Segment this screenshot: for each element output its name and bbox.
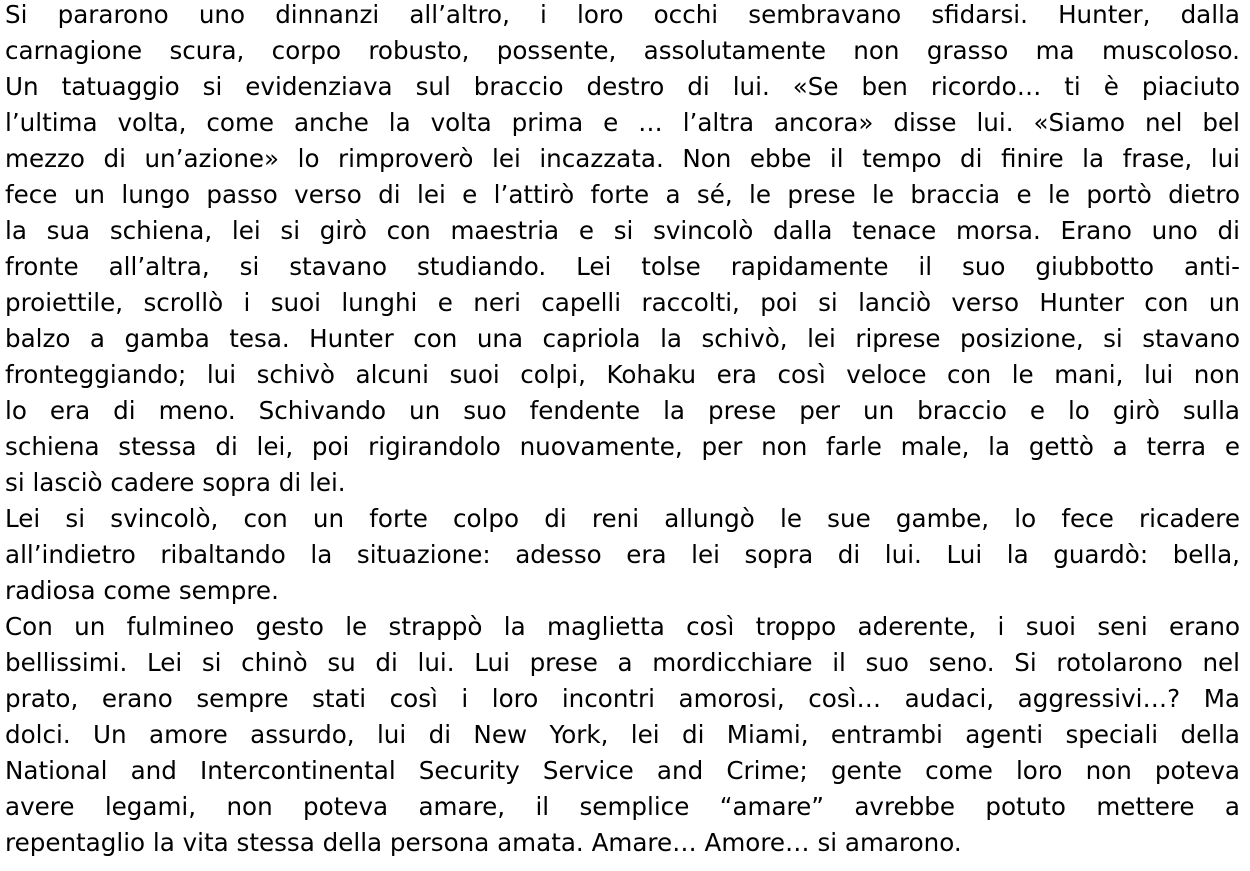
text-line: mezzo di un’azione» lo rimproverò lei incazzata. Non ebbe il tempo di finire la frase, lui (5, 144, 1240, 173)
paragraph (5, 609, 1240, 861)
text-line: radiosa come sempre. (5, 576, 279, 605)
text-line: avere legami, non poteva amare, il semplice “amare” avrebbe potuto mettere a (5, 792, 1240, 821)
paragraph (5, 501, 1240, 609)
text-line: la sua schiena, lei si girò con maestria e si svincolò dalla tenace morsa. Erano uno di (5, 216, 1240, 245)
text-line: schiena stessa di lei, poi rigirandolo nuovamente, per non farle male, la gettò a terra e (5, 432, 1240, 461)
text-line: Lei si svincolò, con un forte colpo di reni allungò le sue gambe, lo fece ricadere (5, 504, 1240, 533)
text-line: bellissimi. Lei si chinò su di lui. Lui prese a mordicchiare il suo seno. Si rotolarono nel (5, 648, 1240, 677)
text-line: fronte all’altra, si stavano studiando. Lei tolse rapidamente il suo giubbotto anti- (5, 252, 1240, 281)
text-line: all’indietro ribaltando la situazione: adesso era lei sopra di lui. Lui la guardò: bella, (5, 540, 1240, 569)
text-line: l’ultima volta, come anche la volta prima e … l’altra ancora» disse lui. «Siamo nel bel (5, 108, 1240, 137)
text-line: si lasciò cadere sopra di lei. (5, 468, 346, 497)
text-line: prato, erano sempre stati così i loro incontri amorosi, così… audaci, aggressivi…? Ma (5, 684, 1240, 713)
text-line: lo era di meno. Schivando un suo fendente la prese per un braccio e lo girò sulla (5, 396, 1240, 425)
paragraph (5, 0, 1240, 501)
text-line: repentaglio la vita stessa della persona amata. Amare… Amore… si amarono. (5, 828, 962, 857)
text-line: balzo a gamba tesa. Hunter con una capriola la schivò, lei riprese posizione, si stavano (5, 324, 1240, 353)
text-line: National and Intercontinental Security Service and Crime; gente come loro non poteva (5, 756, 1240, 785)
text-line: proiettile, scrollò i suoi lunghi e neri capelli raccolti, poi si lanciò verso Hunter con un (5, 288, 1240, 317)
text-line: dolci. Un amore assurdo, lui di New York, lei di Miami, entrambi agenti speciali della (5, 720, 1240, 749)
text-line: fronteggiando; lui schivò alcuni suoi colpi, Kohaku era così veloce con le mani, lui non (5, 360, 1240, 389)
text-line: Si pararono uno dinnanzi all’altro, i loro occhi sembravano sfidarsi. Hunter, dalla (5, 0, 1240, 29)
text-line: carnagione scura, corpo robusto, possente, assolutamente non grasso ma muscoloso. (5, 36, 1240, 65)
text-line: Un tatuaggio si evidenziava sul braccio destro di lui. «Se ben ricordo… ti è piaciuto (5, 72, 1240, 101)
text-line: fece un lungo passo verso di lei e l’attirò forte a sé, le prese le braccia e le portò dietro (5, 180, 1240, 209)
text-line: Con un fulmineo gesto le strappò la maglietta così troppo aderente, i suoi seni erano (5, 612, 1240, 641)
